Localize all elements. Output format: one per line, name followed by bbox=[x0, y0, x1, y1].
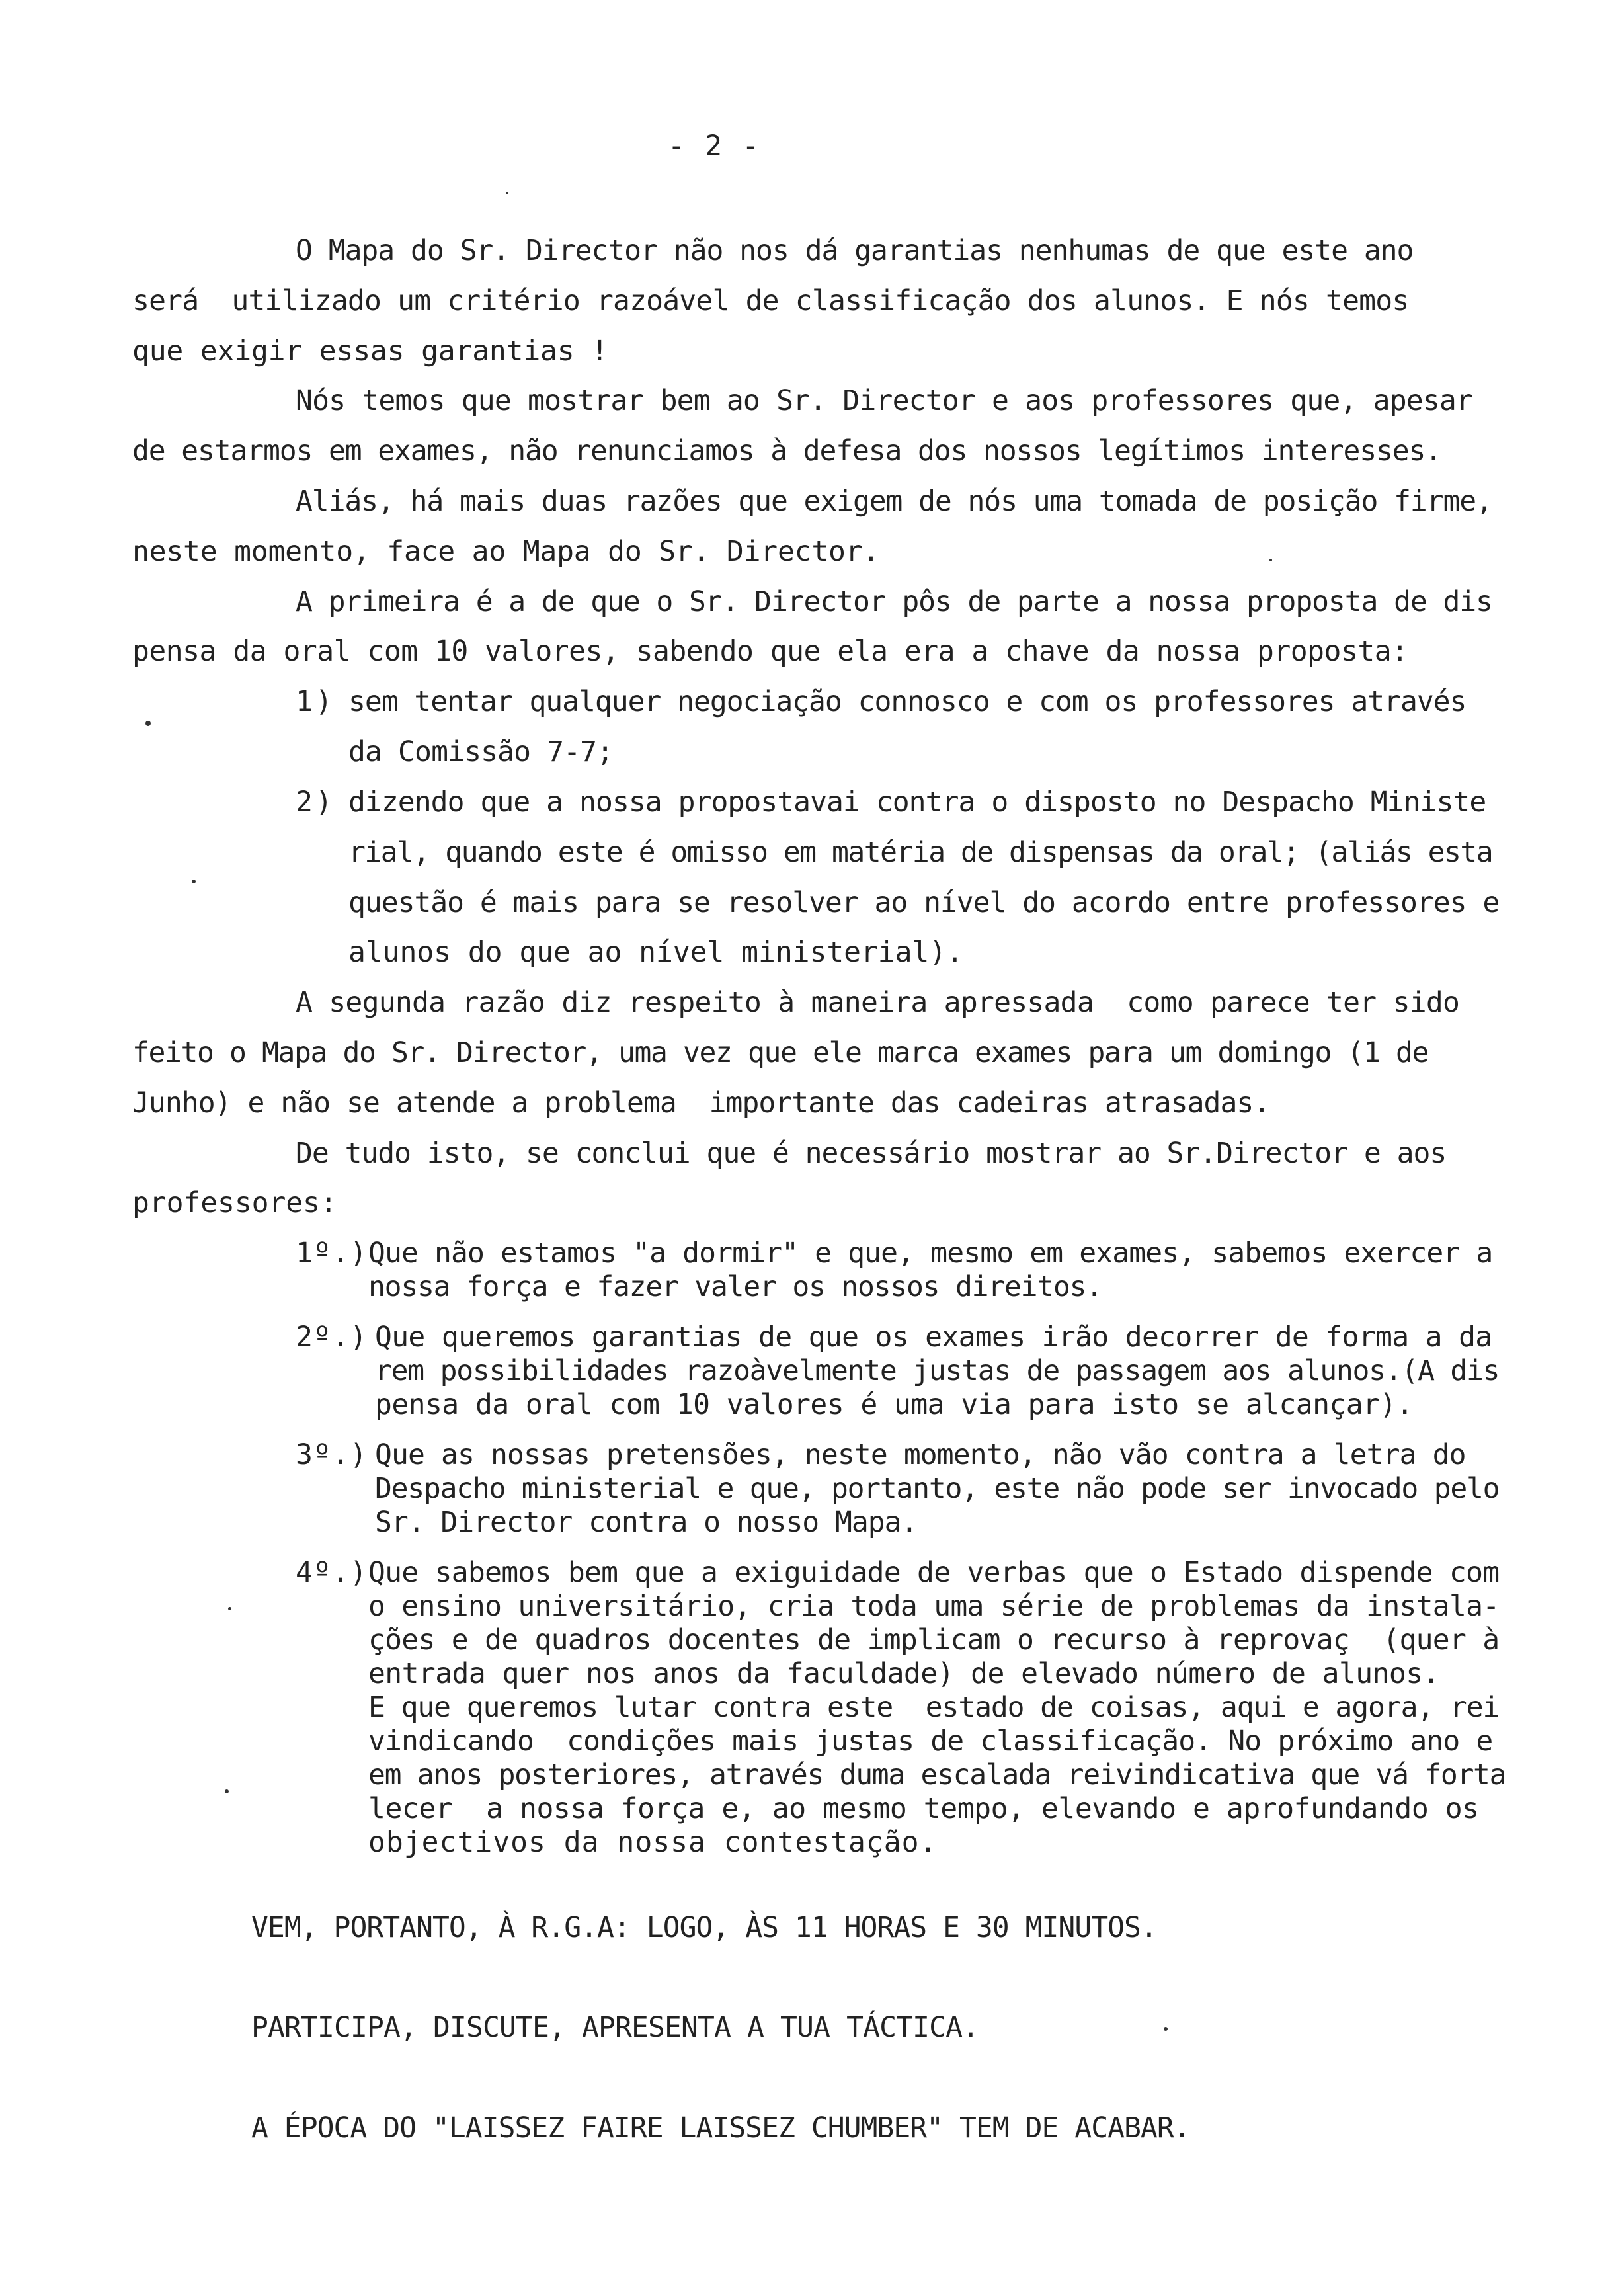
reason-1-line-2: da Comissão 7-7; bbox=[348, 735, 614, 768]
conclusion-4-line-9: objectivos da nossa contestação. bbox=[368, 1826, 938, 1859]
scan-speck bbox=[1164, 2027, 1168, 2031]
scan-speck bbox=[192, 880, 196, 883]
conclusion-1-line-2: nossa força e fazer valer os nossos direitos. bbox=[368, 1270, 1102, 1303]
page-number: - 2 - bbox=[668, 130, 761, 163]
closing-line-3: A ÉPOCA DO "LAISSEZ FAIRE LAISSEZ CHUMBER" TEM DE ACABAR. bbox=[251, 2112, 1190, 2145]
conclusion-3-line-1: Que as nossas pretensões, neste momento, não vão contra a letra do bbox=[375, 1438, 1466, 1471]
conclusion-2-line-1: Que queremos garantias de que os exames irão decorrer de forma a da bbox=[375, 1321, 1492, 1354]
paragraph-5-line-2: feito o Mapa do Sr. Director, uma vez que ele marca exames para um domingo (1 de bbox=[132, 1036, 1429, 1069]
conclusion-1-line-1: Que não estamos "a dormir" e que, mesmo em exames, sabemos exercer a bbox=[368, 1237, 1493, 1270]
scan-speck bbox=[506, 192, 508, 194]
paragraph-3-line-2: neste momento, face ao Mapa do Sr. Director. bbox=[132, 535, 880, 568]
scan-speck bbox=[1269, 559, 1272, 561]
conclusion-2-line-3: pensa da oral com 10 valores é uma via para isto se alcançar). bbox=[375, 1388, 1414, 1421]
conclusion-4-line-4: entrada quer nos anos da faculdade) de elevado número de alunos. bbox=[368, 1657, 1439, 1690]
paragraph-6-line-2: professores: bbox=[132, 1186, 337, 1219]
reason-2-number: 2) bbox=[296, 786, 335, 819]
reason-2-line-1: dizendo que a nossa propostavai contra o disposto no Despacho Ministe bbox=[348, 786, 1486, 819]
conclusion-2-number: 2º.) bbox=[296, 1321, 368, 1354]
conclusion-4-line-7: em anos posteriores, através duma escalada reivindicativa que vá forta bbox=[368, 1758, 1506, 1791]
conclusion-3-line-3: Sr. Director contra o nosso Mapa. bbox=[375, 1506, 918, 1539]
paragraph-1-line-3: que exigir essas garantias ! bbox=[132, 335, 608, 368]
conclusion-1-number: 1º.) bbox=[296, 1237, 368, 1270]
conclusion-4-line-6: vindicando condições mais justas de classificação. No próximo ano e bbox=[368, 1725, 1493, 1758]
conclusion-3-number: 3º.) bbox=[296, 1438, 368, 1471]
paragraph-3-line-1: Aliás, há mais duas razões que exigem de nós uma tomada de posição firme, bbox=[296, 485, 1492, 518]
paragraph-6-line-1: De tudo isto, se conclui que é necessário mostrar ao Sr.Director e aos bbox=[296, 1137, 1447, 1170]
paragraph-1-line-2: será utilizado um critério razoável de classificação dos alunos. E nós temos bbox=[132, 284, 1409, 317]
paragraph-5-line-1: A segunda razão diz respeito à maneira apressada como parece ter sido bbox=[296, 986, 1460, 1019]
closing-line-1: VEM, PORTANTO, À R.G.A: LOGO, ÀS 11 HORAS E 30 MINUTOS. bbox=[251, 1911, 1157, 1944]
paragraph-4-line-2: pensa da oral com 10 valores, sabendo que ela era a chave da nossa proposta: bbox=[132, 635, 1408, 668]
paragraph-1-line-1: O Mapa do Sr. Director não nos dá garantias nenhumas de que este ano bbox=[296, 234, 1414, 267]
reason-2-line-2: rial, quando este é omisso em matéria de dispensas da oral; (aliás esta bbox=[348, 836, 1493, 869]
conclusion-4-line-3: ções e de quadros docentes de implicam o recurso à reprovaç (quer à bbox=[368, 1623, 1500, 1657]
paragraph-2-line-1: Nós temos que mostrar bem ao Sr. Director e aos professores que, apesar bbox=[296, 384, 1473, 417]
scan-speck bbox=[145, 721, 151, 726]
conclusion-4-line-8: lecer a nossa força e, ao mesmo tempo, elevando e aprofundando os bbox=[368, 1792, 1479, 1825]
closing-line-2: PARTICIPA, DISCUTE, APRESENTA A TUA TÁCTICA. bbox=[251, 2011, 979, 2044]
reason-1-line-1: sem tentar qualquer negociação connosco e com os professores através bbox=[348, 685, 1467, 718]
scan-speck bbox=[228, 1607, 231, 1610]
conclusion-2-line-2: rem possibilidades razoàvelmente justas de passagem aos alunos.(A dis bbox=[375, 1354, 1500, 1387]
paragraph-5-line-3: Junho) e não se atende a problema importante das cadeiras atrasadas. bbox=[132, 1086, 1270, 1120]
conclusion-4-number: 4º.) bbox=[296, 1556, 368, 1589]
conclusion-4-line-5: E que queremos lutar contra este estado de coisas, aqui e agora, rei bbox=[368, 1691, 1500, 1724]
conclusion-3-line-2: Despacho ministerial e que, portanto, este não pode ser invocado pelo bbox=[375, 1472, 1500, 1505]
paragraph-4-line-1: A primeira é a de que o Sr. Director pôs de parte a nossa proposta de dis bbox=[296, 585, 1492, 618]
conclusion-4-line-1: Que sabemos bem que a exiguidade de verbas que o Estado dispende com bbox=[368, 1556, 1500, 1589]
reason-1-number: 1) bbox=[296, 685, 335, 718]
reason-2-line-4: alunos do que ao nível ministerial). bbox=[348, 936, 963, 969]
paragraph-2-line-2: de estarmos em exames, não renunciamos à defesa dos nossos legítimos interesses. bbox=[132, 434, 1442, 468]
reason-2-line-3: questão é mais para se resolver ao nível do acordo entre professores e bbox=[348, 886, 1500, 919]
scan-speck bbox=[225, 1789, 229, 1793]
conclusion-4-line-2: o ensino universitário, cria toda uma série de problemas da instala- bbox=[368, 1590, 1500, 1623]
